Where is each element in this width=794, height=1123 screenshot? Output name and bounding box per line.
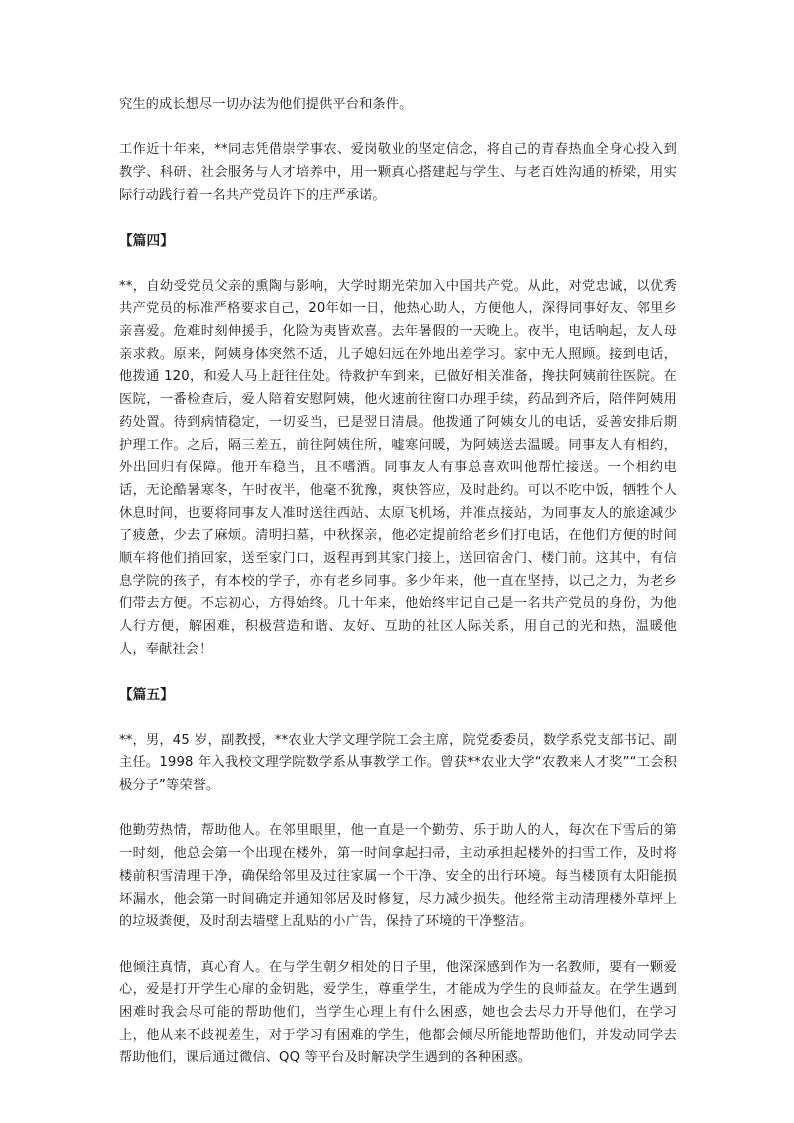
paragraph: **，自幼受党员父亲的熏陶与影响，大学时期光荣加入中国共产党。从此，对党忠诚，以优秀共产党员的标准严格要求自己，20年如一日，他热心助人，方便他人，深得同事好友、邻里乡亲喜爱。危难时刻伸援手，化险为夷皆欢喜。去年暑假的一天晚上。夜半，电话响起，友人母亲求救。原来，阿姨身体突然不适，儿子媳妇远在外地出差学习。家中无人照顾。接到电话，他拨通 120，和爱人马上赶往住处。待救护车到来，已做好相关准备，搀扶阿姨前往医院。在医院，一番检查后，爱人陪着安慰阿姨，他火速前往窗口办理手续，药品到齐后，陪伴阿姨用药处置。待到病情稳定，一切妥当，已是翌日清晨。他拨通了阿姨女儿的电话，妥善安排后期护理工作。之后，隔三差五，前往阿姨住所，嘘寒问暖，为阿姨送去温暖。同事友人有相约，外出回归有保障。他开车稳当，且不嗜酒。同事友人有事总喜欢叫他帮忙接送。一个相约电话，无论酷暑寒冬，午时夜半，他毫不犹豫，爽快答应，及时赴约。可以不吃中饭，牺牲个人休息时间，也要将同事友人准时送往西站、太原飞机场，并准点接站，为同事友人的旅途减少了疲惫，少去了麻烦。清明扫墓，中秋探亲，他必定提前给老乡们打电话，在他们方便的时间顺车将他们捎回家，送至家门口，返程再到其家门接上，送回宿舍门、楼门前。这其中，有信息学院的孩子，有本校的学子，亦有老乡同事。多少年来，他一直在坚持，以己之力，为老乡们带去方便。不忘初心，方得始终。几十年来，他始终牢记自己是一名共产党员的身份，为他人行方便，解困难，积极营造和谐、友好、互助的社区人际关系，用自己的光和热，温暖他人，奉献社会！ <box>119 278 677 657</box>
paragraph: 究生的成长想尽一切办法为他们提供平台和条件。 <box>119 97 413 112</box>
section-heading-5: 【篇五】 <box>119 687 174 704</box>
section-heading-4: 【篇四】 <box>119 233 174 250</box>
paragraph: 工作近十年来，**同志凭借崇学事农、爱岗敬业的坚定信念，将自己的青春热血全身心投入到教学、科研、社会服务与人才培养中，用一颗真心搭建起与学生、与老百姓沟通的桥梁，用实际行动践行着一名共产党员许下的庄严承诺。 <box>119 142 677 203</box>
paragraph: 他勤劳热情，帮助他人。在邻里眼里，他一直是一个勤劳、乐于助人的人，每次在下雪后的第一时刻，他总会第一个出现在楼外，第一时间拿起扫帚，主动承担起楼外的扫雪工作，及时将楼前积雪清理干净，确保给邻里及过往家属一个干净、安全的出行环境。每当楼顶有太阳能损坏漏水，他会第一时间确定并通知邻居及时修复，尽力减少损失。他经常主动清理楼外草坪上的垃圾粪便，及时刮去墙壁上乱贴的小广告，保持了环境的干净整洁。 <box>119 823 677 930</box>
document-body <box>119 94 677 1093</box>
paragraph: 他倾注真情，真心育人。在与学生朝夕相处的日子里，他深深感到作为一名教师，要有一颗爱心，爱是打开学生心扉的金钥匙，爱学生，尊重学生，才能成为学生的良师益友。在学生遇到困难时我会尽可能的帮助他们，当学生心理上有什么困惑，她也会去尽力开导他们，在学习上，他从来不歧视差生，对于学习有困难的学生，他都会倾尽所能地帮助他们，并发动同学去帮助他们，课后通过微信、QQ 等平台及时解决学生遇到的各种困惑。 <box>119 959 677 1066</box>
paragraph: **，男，45 岁，副教授，**农业大学文理学院工会主席，院党委委员，数学系党支部书记、副主任。1998 年入我校文理学院数学系从事教学工作。曾获**农业大学“农教来人才奖”“工会积极分子”等荣誉。 <box>119 732 677 794</box>
